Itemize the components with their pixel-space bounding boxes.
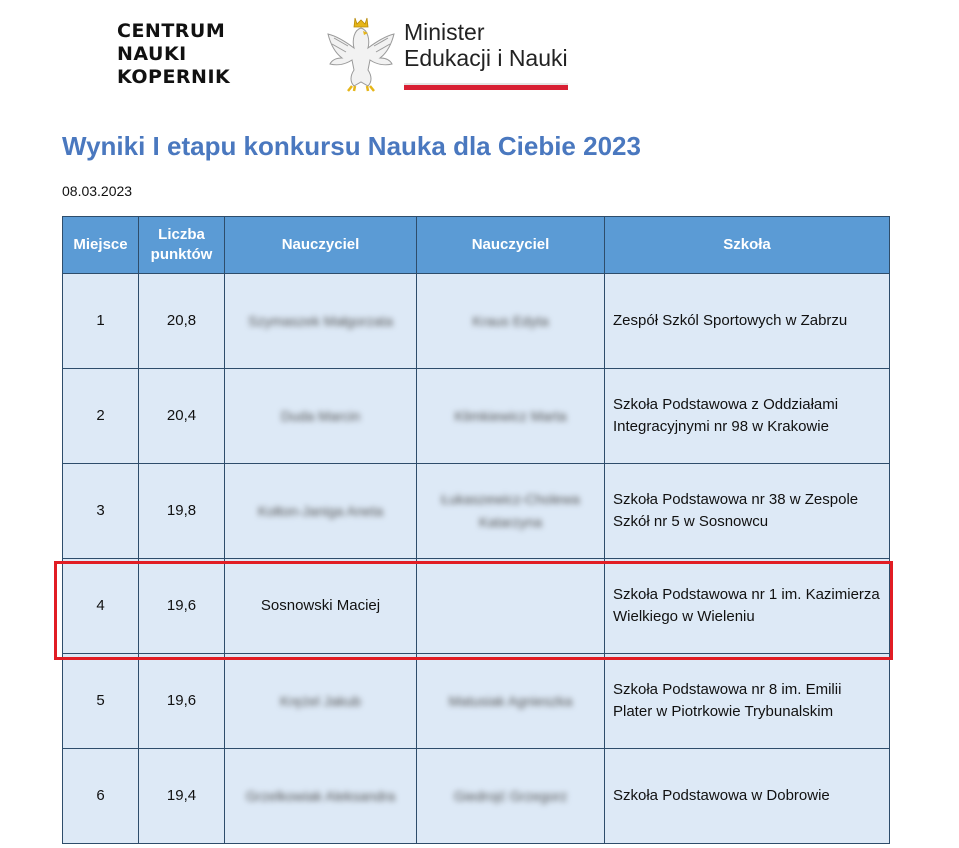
points-cell: 19,4: [139, 749, 225, 844]
school-cell: Zespół Szkól Sportowych w Zabrzu: [605, 274, 890, 369]
document-date: 08.03.2023: [62, 183, 133, 199]
row-highlight-box: [54, 561, 893, 660]
teacher-2-cell: [417, 369, 605, 464]
minister-line-2: Edukacji i Nauki: [404, 45, 568, 71]
place-cell: 2: [63, 369, 139, 464]
teacher-1-cell: [225, 274, 417, 369]
place-cell: 3: [63, 464, 139, 559]
teacher-name-blurred: Kraus Edyta: [472, 312, 549, 329]
header-teacher-2: Nauczyciel: [417, 217, 605, 274]
points-cell: 19,6: [139, 654, 225, 749]
teacher-name-blurred: Krężel Jakub: [280, 692, 361, 709]
header-school: Szkoła: [605, 217, 890, 274]
centrum-nauki-kopernik-logo: [117, 20, 230, 89]
teacher-name-blurred: Łukaszewicz-Cholewa Katarzyna: [441, 491, 580, 530]
minister-logo-text: [404, 19, 568, 71]
logo-line-2: NAUKI: [117, 43, 187, 65]
school-cell: Szkoła Podstawowa z Oddziałami Integracyjnymi nr 98 w Krakowie: [605, 369, 890, 464]
eagle-emblem-icon: [324, 12, 398, 92]
teacher-name-blurred: Duda Marcin: [280, 407, 361, 424]
points-cell: 20,4: [139, 369, 225, 464]
school-cell: Szkoła Podstawowa nr 1 im. Kazimierza Wielkiego w Wieleniu: [605, 559, 890, 654]
place-cell: 5: [63, 654, 139, 749]
flag-stripe: [404, 83, 568, 90]
place-cell: 1: [63, 274, 139, 369]
teacher-1-cell: [225, 749, 417, 844]
table-row: [63, 654, 890, 749]
teacher-1-cell: [225, 464, 417, 559]
table-row: [63, 464, 890, 559]
table-row: [63, 369, 890, 464]
teacher-2-cell: [417, 274, 605, 369]
teacher-1-cell: Sosnowski Maciej: [225, 559, 417, 654]
table-row: [63, 274, 890, 369]
teacher-name-blurred: Matusiak Agnieszka: [448, 692, 573, 709]
table-row: [63, 749, 890, 844]
teacher-2-cell: [417, 654, 605, 749]
header-teacher-1: Nauczyciel: [225, 217, 417, 274]
teacher-1-cell: [225, 369, 417, 464]
teacher-name-blurred: Giedrojć Grzegorz: [453, 787, 568, 804]
minister-line-1: Minister: [404, 19, 485, 45]
teacher-2-cell: [417, 749, 605, 844]
teacher-1-cell: [225, 654, 417, 749]
school-cell: Szkoła Podstawowa w Dobrowie: [605, 749, 890, 844]
points-cell: 20,8: [139, 274, 225, 369]
teacher-name-blurred: Szymaszek Małgorzata: [248, 312, 393, 329]
points-cell: 19,8: [139, 464, 225, 559]
school-cell: Szkoła Podstawowa nr 38 w Zespole Szkół nr 5 w Sosnowcu: [605, 464, 890, 559]
teacher-name-blurred: Klimkiewicz Marta: [454, 407, 567, 424]
school-cell: Szkoła Podstawowa nr 8 im. Emilii Plater w Piotrkowie Trybunalskim: [605, 654, 890, 749]
teacher-name-blurred: Kołton-Janiga Aneta: [257, 502, 384, 519]
header-points-label: Liczba punktów: [150, 226, 213, 263]
header-points: [139, 217, 225, 274]
table-header-row: [63, 217, 890, 274]
teacher-name-blurred: Grzelkowiak Aleksandra: [245, 787, 396, 804]
results-table: [62, 216, 890, 844]
place-cell: 4: [63, 559, 139, 654]
points-cell: 19,6: [139, 559, 225, 654]
logo-line-3: KOPERNIK: [117, 66, 231, 88]
place-cell: 6: [63, 749, 139, 844]
document-title: Wyniki I etapu konkursu Nauka dla Ciebie 2023: [62, 131, 641, 161]
teacher-2-cell: [417, 464, 605, 559]
logo-line-1: CENTRUM: [117, 20, 226, 42]
header-place: Miejsce: [63, 217, 139, 274]
